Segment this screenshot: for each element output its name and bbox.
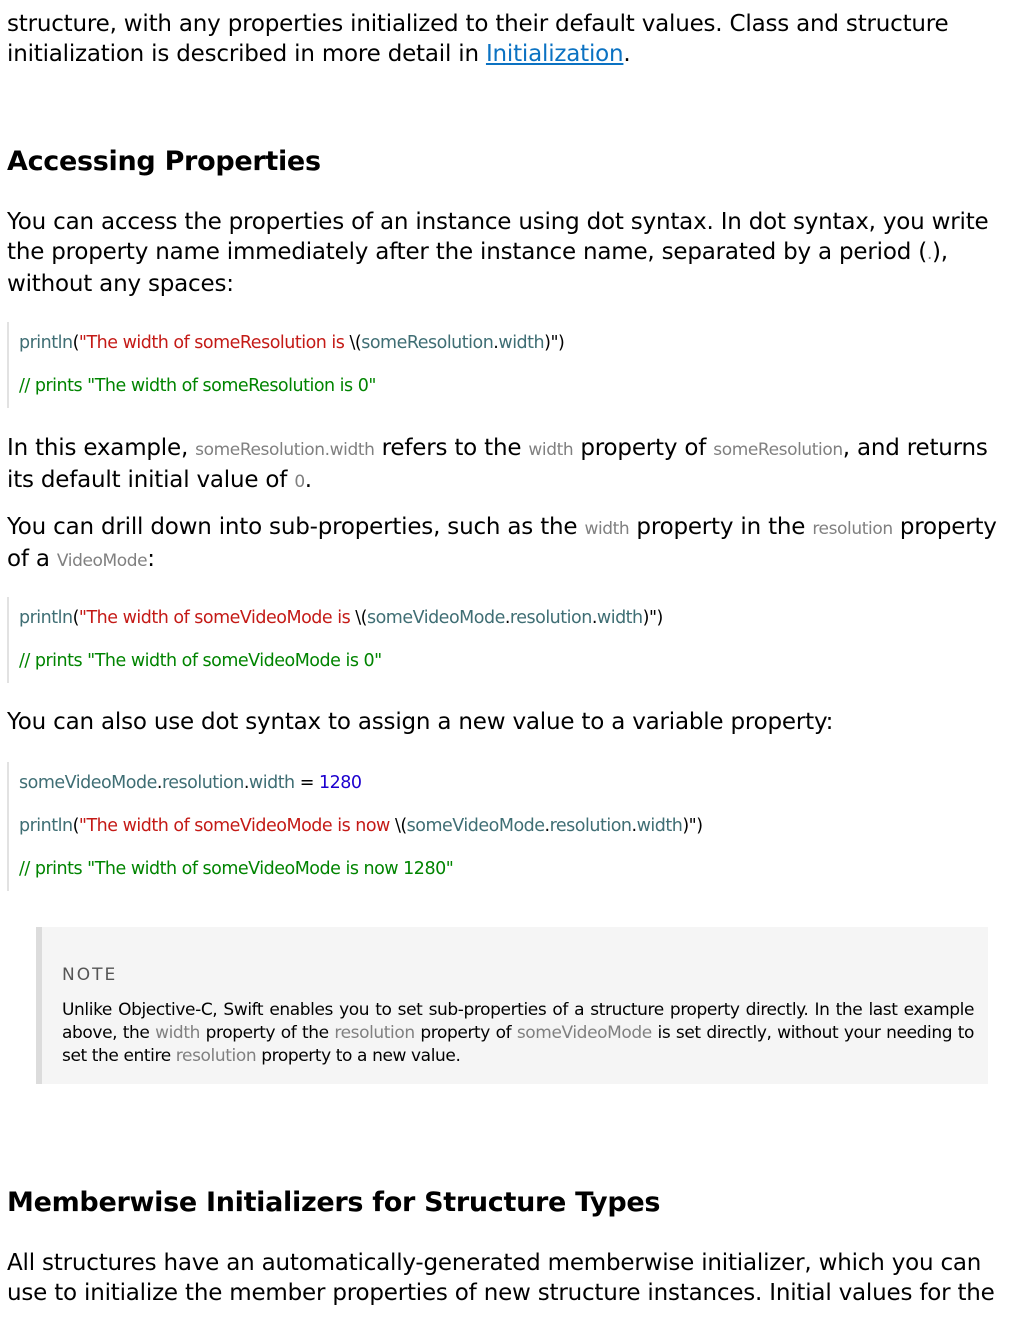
note-box [36,927,988,1084]
note-title: NOTE [62,965,118,985]
code-block-3 [7,762,703,891]
code-comment-line: // prints "The width of someResolution is 0" [19,376,376,396]
intro-paragraph: structure, with any properties initialized to their default values. Class and structure initialization is described in more detail in Initialization. [7,11,949,67]
paragraph-sub-properties: You can drill down into sub-properties, such as the width property in the resolution property of a VideoMode: [7,514,997,572]
code-line: someVideoMode.resolution.width = 1280 [19,773,362,793]
paragraph-memberwise: All structures have an automatically-generated memberwise initializer, which you can use to initialize the member properties of new structure instances. Initial values for the [7,1250,995,1306]
code-line: println("The width of someVideoMode is \(someVideoMode.resolution.width)") [19,608,663,628]
inline-code: . [927,244,933,264]
paragraph-assign: You can also use dot syntax to assign a new value to a variable property: [7,709,834,735]
code-line: println("The width of someResolution is \(someResolution.width)") [19,333,565,353]
section-heading-accessing-properties: Accessing Properties [7,146,321,177]
code-comment-line: // prints "The width of someVideoMode is 0" [19,651,382,671]
code-block-1 [7,322,564,408]
initialization-link[interactable]: Initialization [485,41,624,67]
section-heading-memberwise-initializers: Memberwise Initializers for Structure Types [7,1187,661,1218]
note-text: Unlike Objective-C, Swift enables you to set sub-properties of a structure property directly. In the last example above, the width property of the resolution property of someVideoMode is set directly, without your needing to set the entire resolution property to a new value. [62,1000,975,1066]
code-comment-line: // prints "The width of someVideoMode is now 1280" [19,859,454,879]
paragraph-example: In this example, someResolution.width refers to the width property of someResolution, and returns its default initial value of 0. [7,435,988,493]
code-block-2 [7,597,663,683]
code-line: println("The width of someVideoMode is now \(someVideoMode.resolution.width)") [19,816,703,836]
paragraph-dot-syntax: You can access the properties of an instance using dot syntax. In dot syntax, you write the property name immediately after the instance name, separated by a period (.), without any spaces: [7,209,989,297]
